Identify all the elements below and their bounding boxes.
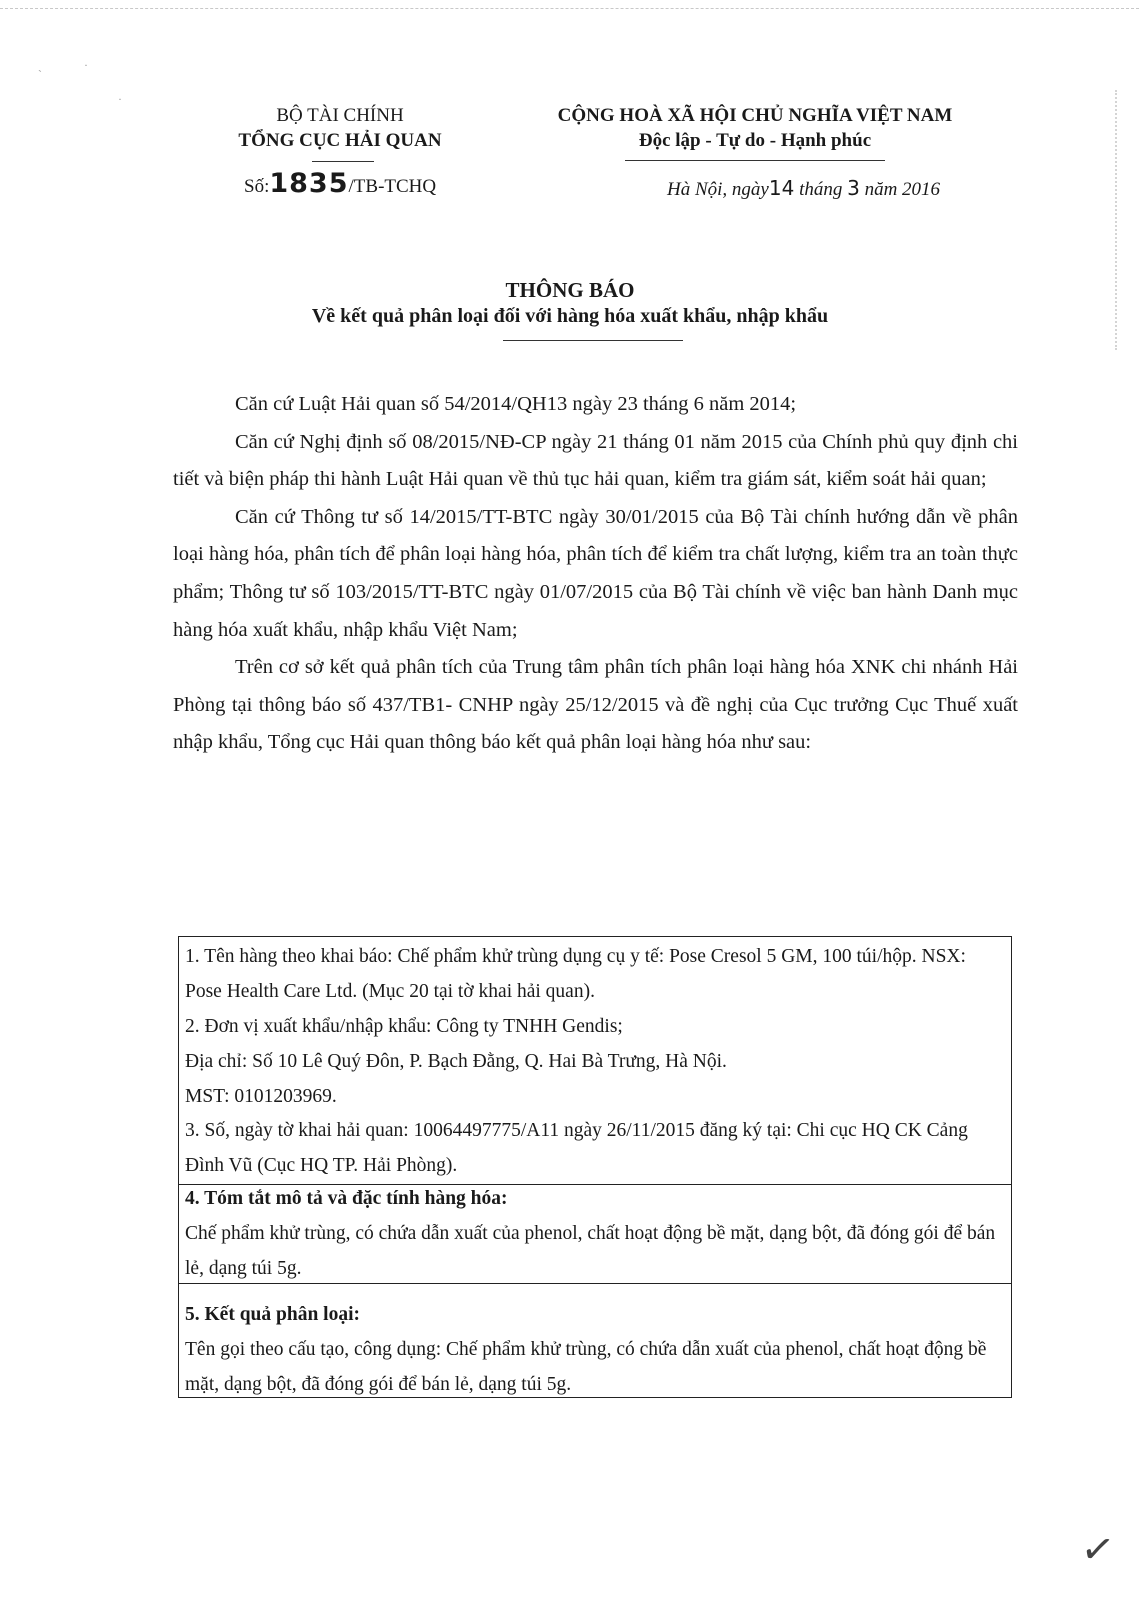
scan-speck: · xyxy=(84,58,88,72)
section-heading: 4. Tóm tắt mô tả và đặc tính hàng hóa: xyxy=(185,1188,508,1209)
item-text: Đơn vị xuất khẩu/nhập khẩu: Công ty TNHH Gendis; xyxy=(204,1016,623,1037)
country-name: CỘNG HOÀ XÃ HỘI CHỦ NGHĨA VIỆT NAM xyxy=(557,105,953,126)
item-text: Số, ngày tờ khai hải quan: 10064497775/A11 ngày 26/11/2015 đăng ký tại: Chi cục HQ CK Cảng Đình Vũ (Cục HQ TP. Hải Phòng). xyxy=(185,1120,968,1176)
issue-date xyxy=(667,176,940,201)
issuer-underline xyxy=(312,161,374,162)
item-text: Chế phẩm khử trùng, có chứa dẫn xuất của phenol, chất hoạt động bề mặt, dạng bột, đã đóng gói để bán lẻ, dạng túi 5g. xyxy=(185,1223,996,1279)
issuer-block xyxy=(205,103,475,153)
item-number: 2. xyxy=(185,1016,200,1037)
motto-underline xyxy=(625,160,885,161)
national-header xyxy=(505,103,1005,153)
scan-edge-line xyxy=(0,8,1139,9)
document-number xyxy=(244,168,436,199)
item-description xyxy=(179,1181,1011,1286)
date-year: năm 2016 xyxy=(864,179,941,200)
date-month: 3 xyxy=(847,176,860,200)
page-title: THÔNG BÁO xyxy=(505,278,635,302)
importer-address: Địa chỉ: Số 10 Lê Quý Đôn, P. Bạch Đằng, Q. Hai Bà Trưng, Hà Nội. xyxy=(185,1051,727,1072)
classification-box xyxy=(178,936,1012,1398)
department-name: TỔNG CỤC HẢI QUAN xyxy=(238,130,442,151)
item-number: 3. xyxy=(185,1120,200,1141)
number-prefix: Số: xyxy=(244,176,270,197)
date-month-label: tháng xyxy=(799,179,843,200)
section-heading: 5. Kết quả phân loại: xyxy=(185,1304,360,1325)
importer-tax-code: MST: 0101203969. xyxy=(185,1086,337,1107)
item-importer xyxy=(179,1009,1011,1114)
item-number: 1. xyxy=(185,946,200,967)
item-declaration xyxy=(179,1113,1011,1183)
date-prefix: Hà Nội, ngày xyxy=(667,179,769,200)
date-day: 14 xyxy=(768,176,795,200)
page-subtitle: Về kết quả phân loại đối với hàng hóa xuất khẩu, nhập khẩu xyxy=(311,305,829,327)
box-divider xyxy=(179,1283,1011,1284)
paragraph: Căn cứ Luật Hải quan số 54/2014/QH13 ngày 23 tháng 6 năm 2014; xyxy=(235,393,797,415)
scan-edge-shadow xyxy=(1115,90,1117,350)
scan-speck: · xyxy=(118,92,122,106)
national-motto: Độc lập - Tự do - Hạnh phúc xyxy=(638,130,872,151)
scan-speck: ˴ xyxy=(38,62,42,76)
title-underline xyxy=(503,340,683,341)
ministry-name: BỘ TÀI CHÍNH xyxy=(276,105,404,126)
paragraph: Trên cơ sở kết quả phân tích của Trung tâm phân tích phân loại hàng hóa XNK chi nhánh Hải Phòng tại thông báo số 437/TB1- CNHP ngày 25/12/2015 và đề nghị của Cục trưởng Cục Thuế xuất nhập khẩu, Tổng cục Hải quan thông báo kết quả phân loại hàng hóa như sau: xyxy=(173,656,1018,754)
paragraph: Căn cứ Nghị định số 08/2015/NĐ-CP ngày 21 tháng 01 năm 2015 của Chính phủ quy định chi tiết và biện pháp thi hành Luật Hải quan về thủ tục hải quan, kiểm tra giám sát, kiểm soát hải quan; xyxy=(173,430,1018,491)
legal-basis xyxy=(173,386,1018,762)
number-suffix: /TB-TCHQ xyxy=(348,176,437,197)
item-result xyxy=(179,1297,1011,1402)
paragraph: Căn cứ Thông tư số 14/2015/TT-BTC ngày 30/01/2015 của Bộ Tài chính hướng dẫn về phân loại hàng hóa, phân tích để phân loại hàng hóa, phân tích để kiểm tra chất lượng, kiểm tra an toàn thực phẩm; Thông tư số 103/2015/TT-BTC ngày 01/07/2015 của Bộ Tài chính về việc ban hành Danh mục hàng hóa xuất khẩu, nhập khẩu Việt Nam; xyxy=(173,505,1018,641)
item-text: Tên gọi theo cấu tạo, công dụng: Chế phẩm khử trùng, có chứa dẫn xuất của phenol, chất hoạt động bề mặt, dạng bột, đã đóng gói để bán lẻ, dạng túi 5g. xyxy=(185,1339,987,1395)
check-mark-icon: ✓ xyxy=(1077,1524,1118,1576)
number-value: 1835 xyxy=(269,168,349,199)
item-goods-name xyxy=(179,939,1011,1009)
item-text: Tên hàng theo khai báo: Chế phẩm khử trùng dụng cụ y tế: Pose Cresol 5 GM, 100 túi/hộp. NSX: Pose Health Care Ltd. (Mục 20 tại tờ khai hải quan). xyxy=(185,946,966,1002)
